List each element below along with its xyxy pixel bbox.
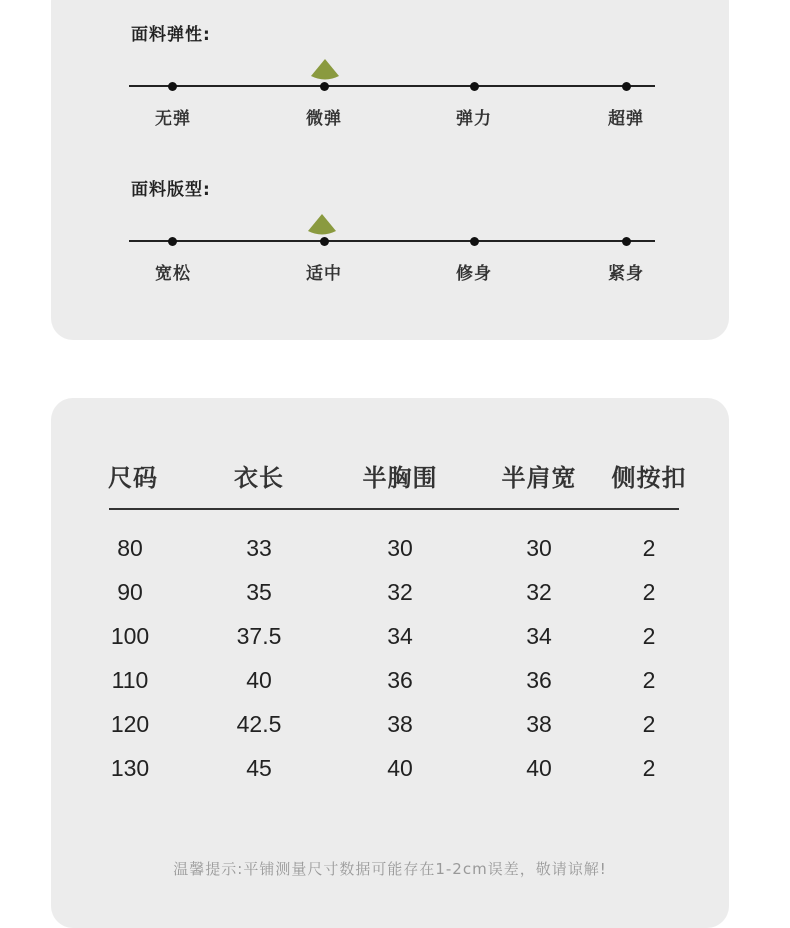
header-length: 衣长	[234, 464, 284, 492]
table-cell: 36	[387, 667, 413, 693]
elasticity-dot-3	[470, 82, 479, 91]
fabric-info-card	[51, 0, 729, 340]
elasticity-label-none: 无弹	[155, 109, 191, 129]
table-cell: 110	[111, 667, 149, 693]
fit-scale-line	[129, 240, 655, 242]
table-cell: 2	[642, 535, 656, 561]
table-cell: 80	[117, 535, 143, 561]
table-cell: 2	[642, 623, 656, 649]
table-cell: 40	[526, 755, 552, 781]
header-divider	[109, 508, 679, 510]
fit-dot-4	[622, 237, 631, 246]
table-cell: 2	[642, 667, 656, 693]
table-cell: 130	[110, 755, 150, 781]
header-half-chest: 半胸围	[362, 464, 438, 492]
fit-label-regular: 适中	[306, 264, 342, 284]
table-cell: 40	[387, 755, 413, 781]
table-row	[0, 755, 790, 785]
fit-dot-1	[168, 237, 177, 246]
table-cell: 35	[246, 579, 272, 605]
fit-dot-2	[320, 237, 329, 246]
table-cell: 32	[387, 579, 413, 605]
table-cell: 45	[246, 755, 272, 781]
header-half-shoulder: 半肩宽	[501, 464, 577, 492]
fit-label-tight: 紧身	[608, 264, 644, 284]
table-cell: 2	[642, 579, 656, 605]
table-cell: 33	[246, 535, 272, 561]
table-cell: 30	[387, 535, 413, 561]
table-cell: 38	[387, 711, 413, 737]
elasticity-dot-1	[168, 82, 177, 91]
table-row	[0, 667, 790, 697]
table-cell: 37.5	[236, 623, 282, 649]
header-size: 尺码	[108, 464, 158, 492]
table-cell: 90	[117, 579, 143, 605]
fit-label-loose: 宽松	[155, 264, 191, 284]
table-cell: 100	[110, 623, 150, 649]
table-cell: 36	[526, 667, 552, 693]
table-row	[0, 623, 790, 653]
table-cell: 32	[526, 579, 552, 605]
table-row	[0, 711, 790, 741]
elasticity-label-super: 超弹	[608, 109, 644, 129]
fit-dot-3	[470, 237, 479, 246]
elasticity-selected-marker-icon	[310, 58, 340, 82]
fit-selected-marker-icon	[307, 213, 337, 237]
fit-title: 面料版型:	[131, 180, 211, 200]
elasticity-dot-2	[320, 82, 329, 91]
measurement-note: 温馨提示:平铺测量尺寸数据可能存在1-2cm误差，敬请谅解!	[173, 860, 607, 878]
elasticity-title: 面料弹性:	[131, 25, 211, 45]
table-cell: 34	[387, 623, 413, 649]
table-cell: 34	[526, 623, 552, 649]
table-cell: 120	[110, 711, 150, 737]
table-cell: 40	[246, 667, 272, 693]
table-row	[0, 535, 790, 565]
elasticity-scale-line	[129, 85, 655, 87]
elasticity-label-slight: 微弹	[306, 109, 342, 129]
header-side-snaps: 侧按扣	[611, 464, 687, 492]
table-cell: 2	[642, 711, 656, 737]
table-cell: 38	[526, 711, 552, 737]
table-cell: 42.5	[236, 711, 282, 737]
table-cell: 2	[642, 755, 656, 781]
table-row	[0, 579, 790, 609]
elasticity-dot-4	[622, 82, 631, 91]
fit-label-slim: 修身	[456, 264, 492, 284]
table-cell: 30	[526, 535, 552, 561]
elasticity-label-stretch: 弹力	[456, 109, 492, 129]
